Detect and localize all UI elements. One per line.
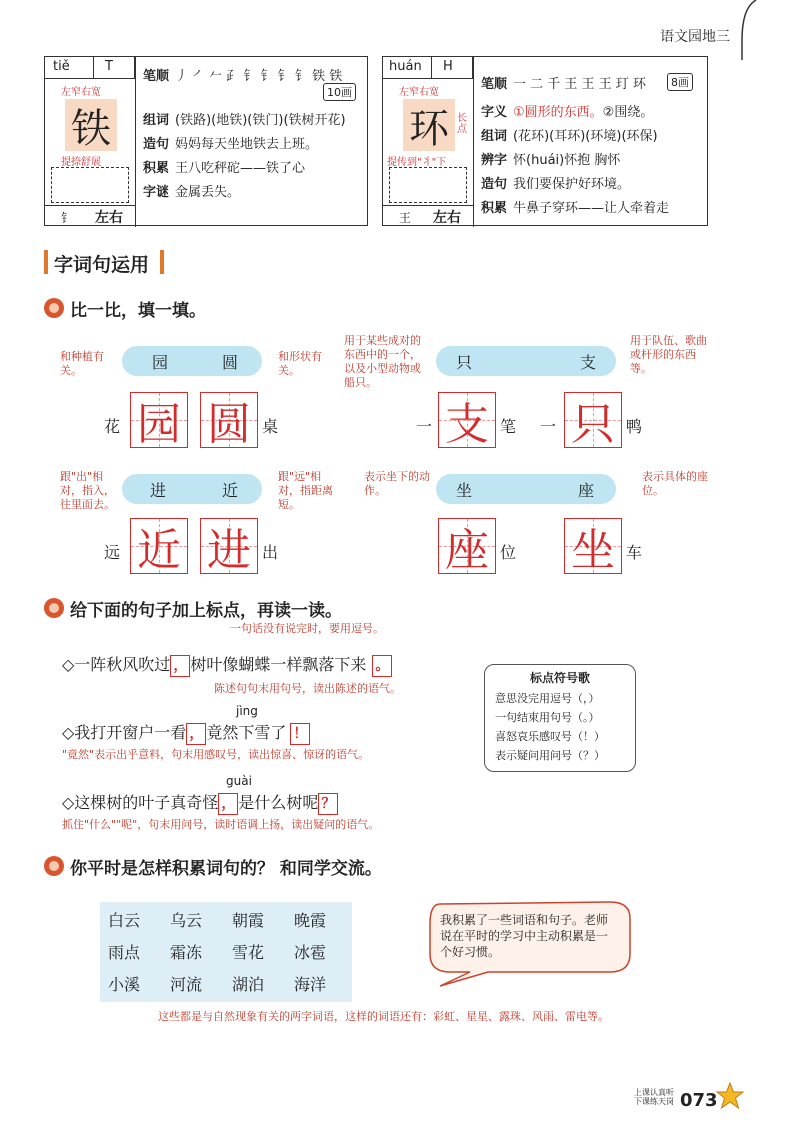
accum: 牛鼻子穿环——让人牵着走 (513, 201, 670, 216)
stroke-count: 10画 (323, 83, 356, 101)
top-tip: 左窄右宽 (399, 87, 439, 98)
answer-box: 坐 (564, 518, 622, 574)
note-b: 表示具体的座位。 (642, 470, 708, 497)
q3-title: 你平时是怎样积累词句的？ 和同学交流。 (70, 859, 382, 879)
suffix: 车 (626, 543, 643, 562)
radical: 钅 (61, 211, 74, 225)
song-lines: 意思没完用逗号（，） 一句结束用句号（。） 喜怒哀乐感叹号（！） 表示疑问用问号（？） (495, 692, 605, 762)
vocab-word: 霜冻 (170, 943, 203, 962)
star-icon (716, 1082, 744, 1110)
prefix: 一 (540, 417, 557, 436)
s1-note-bottom: 陈述句句末用句号，读出陈述的语气。 (214, 682, 401, 695)
note-a: 用于某些成对的东西中的一个，以及小型动物或船只。 (344, 334, 421, 389)
riddle: 金属丢失。 (175, 185, 241, 200)
section-tab (660, 0, 800, 60)
vocab-word: 雪花 (232, 943, 265, 962)
note-b: 和形状有关。 (278, 350, 322, 377)
riddle-label: 字谜 (143, 185, 170, 200)
compare-bubble (122, 346, 262, 376)
bottom-tip: 提捺舒展 (61, 157, 101, 168)
s1-note-top: 一句话没有说完时，要用逗号。 (230, 622, 384, 635)
vocab-word: 白云 (108, 911, 141, 930)
section-title: 字词句运用 (54, 254, 150, 276)
suffix: 出 (262, 543, 279, 562)
sentence-1: ◇一阵秋风吹过 ， 树叶像蝴蝶一样飘落下来 。 (62, 652, 392, 677)
sentence: 妈妈每天坐地铁去上班。 (175, 137, 319, 152)
prefix: 远 (104, 543, 121, 562)
char-card-tie (44, 56, 368, 226)
section-bar-left (44, 250, 48, 274)
answer-box: 圆 (200, 392, 258, 448)
compare-b: 座 (578, 481, 595, 500)
words-label: 组词 (481, 129, 508, 144)
vocab-word: 冰雹 (294, 943, 327, 962)
vocab-word: 雨点 (108, 943, 141, 962)
suffix: 桌 (262, 417, 279, 436)
accum: 王八吃秤砣——铁了心 (175, 161, 306, 176)
compare-bubble (122, 474, 262, 504)
punctuation-song (484, 664, 636, 772)
pinyin: huán (389, 59, 422, 74)
section-bar-right (160, 250, 164, 274)
initial-letter: T (105, 59, 113, 74)
answer-box: 支 (438, 392, 496, 448)
dist-label: 辨字 (481, 153, 508, 168)
compare-b: 圆 (222, 353, 239, 372)
initial-letter: H (443, 59, 453, 74)
note-a: 跟"出"相对，指入，往里面去。 (60, 470, 115, 511)
punct-box: ！ (290, 723, 310, 745)
s3-pinyin: guài (226, 774, 252, 788)
vocab-word: 海洋 (294, 975, 327, 994)
vocab-word: 乌云 (170, 911, 203, 930)
question-icon (44, 856, 64, 876)
vocab-word: 朝霞 (232, 911, 265, 930)
meaning-2: ②围绕。 (602, 105, 654, 120)
question-icon (44, 598, 64, 618)
q1-title: 比一比，填一填。 (70, 301, 206, 321)
q3-note: 这些都是与自然现象有关的两字词语，这样的词语还有：彩虹、星星、露珠、风雨、雷电等。 (158, 1010, 609, 1023)
speech-text: 我积累了一些词语和句子。老师说在平时的学习中主动积累是一个好习惯。 (440, 913, 609, 959)
punct-box: ， (218, 793, 238, 815)
vocab-word: 晚霞 (294, 911, 327, 930)
prefix: 一 (416, 417, 433, 436)
big-char: 环 (409, 106, 449, 152)
punct-box: 。 (372, 655, 392, 677)
order-label: 笔顺 (481, 77, 508, 92)
sentence: 我们要保护好环境。 (513, 177, 631, 192)
mid-char: 位 (500, 543, 517, 562)
footer-motto: 上课认真听 下课练天岗 (634, 1088, 674, 1106)
suffix: 鸭 (626, 417, 643, 436)
compare-b: 支 (580, 353, 597, 372)
sentence-3: ◇这棵树的叶子真奇怪 ， 是什么树呢 ？ (62, 790, 338, 815)
bottom-tip: 提传到"丬"下 (387, 157, 447, 168)
words: (铁路)(地铁)(铁门)(铁树开花) (175, 113, 346, 128)
structure: 左右 (95, 210, 123, 226)
answer-box: 只 (564, 392, 622, 448)
compare-b: 近 (222, 481, 239, 500)
pinyin: tiě (53, 59, 70, 74)
compare-a: 坐 (456, 481, 473, 500)
s2-note: "竟然"表示出乎意料，句末用感叹号，读出惊喜、惊讶的语气。 (62, 748, 370, 761)
question-icon (44, 298, 64, 318)
side-tip: 长点 (457, 113, 467, 135)
sentence-label: 造句 (143, 137, 170, 152)
words-label: 组词 (143, 113, 170, 128)
practice-grid (389, 167, 467, 203)
note-a: 和种植有关。 (60, 350, 104, 377)
page-number: 073 (680, 1090, 718, 1111)
q2-title: 给下面的句子加上标点，再读一读。 (70, 601, 342, 621)
stroke-order: 丿 ㇒ 𠂉 ⺪ 钅 钅 钅 钅 铁 铁 (175, 69, 343, 84)
s3-note: 抓住"什么""呢"，句末用问号，读时语调上扬，读出疑问的语气。 (62, 818, 380, 831)
mid-char: 笔 (500, 417, 517, 436)
accum-label: 积累 (481, 201, 508, 216)
answer-box: 进 (200, 518, 258, 574)
meaning-label: 字义 (481, 105, 508, 120)
vocab-word: 小溪 (108, 975, 141, 994)
punct-box: ？ (318, 793, 338, 815)
answer-box: 园 (130, 392, 188, 448)
structure: 左右 (433, 210, 461, 226)
note-b: 用于队伍、歌曲或杆形的东西等。 (630, 334, 707, 375)
accum-label: 积累 (143, 161, 170, 176)
big-char: 铁 (71, 106, 111, 152)
compare-a: 园 (152, 353, 169, 372)
practice-grid (51, 167, 129, 203)
sentence-2: ◇我打开窗户一看 ， 竟然下雪了 ！ (62, 720, 310, 745)
song-title: 标点符号歌 (529, 671, 590, 685)
compare-a: 只 (456, 353, 473, 372)
section-name: 语文园地三 (660, 29, 730, 45)
answer-box: 座 (438, 518, 496, 574)
top-tip: 左窄右宽 (61, 87, 101, 98)
answer-box: 近 (130, 518, 188, 574)
prefix: 花 (104, 417, 121, 436)
note-b: 跟"远"相对，指距离短。 (278, 470, 333, 511)
compare-a: 进 (150, 481, 167, 500)
vocab-word: 河流 (170, 975, 203, 994)
stroke-order: 一 二 千 王 王 王 玎 环 (513, 77, 646, 92)
meaning-1: ①圆形的东西。 (513, 105, 603, 120)
punct-box: ， (186, 723, 206, 745)
s2-pinyin: jìng (236, 704, 258, 718)
distinguish: 怀(huái)怀抱 胸怀 (513, 153, 621, 168)
order-label: 笔顺 (143, 69, 170, 84)
radical: 王 (399, 211, 412, 225)
vocab-word: 湖泊 (232, 975, 265, 994)
words: (花环)(耳环)(环境)(环保) (513, 129, 658, 144)
char-card-huan (382, 56, 708, 226)
note-a: 表示坐下的动作。 (364, 470, 430, 497)
punct-box: ， (170, 655, 190, 677)
sentence-label: 造句 (481, 177, 508, 192)
stroke-count: 8画 (667, 73, 693, 91)
